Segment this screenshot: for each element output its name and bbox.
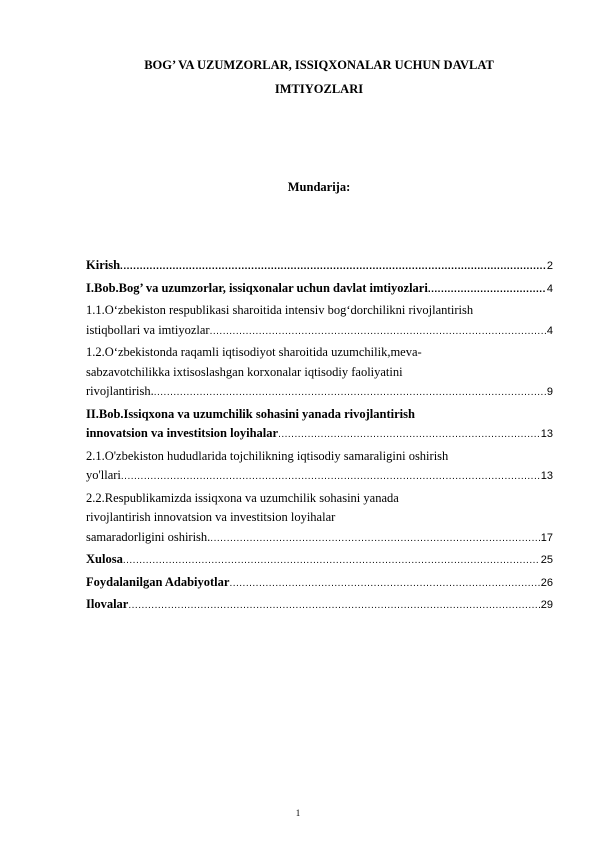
toc-entry-text: Kirish xyxy=(86,258,121,272)
toc-entry-text: Foydalanilgan Adabiyotlar xyxy=(86,574,230,589)
toc-page-number: 29 xyxy=(540,599,553,611)
dot-leader xyxy=(229,574,539,594)
document-title-line-2: IMTIYOZLARI xyxy=(274,82,364,96)
toc-entry-text: sabzavotchilikka ixtisoslashgan korxonalar iqtisodiy faoliyatini xyxy=(86,364,403,379)
toc-page-number: 26 xyxy=(540,576,553,589)
dot-leader xyxy=(210,322,546,342)
dot-leader xyxy=(128,596,539,616)
toc-entry-chapter-2[interactable] xyxy=(86,405,553,445)
toc-page-number: 4 xyxy=(546,324,553,337)
toc-entry-kirish[interactable] xyxy=(86,256,553,277)
toc-entry-section-1-1[interactable] xyxy=(86,301,553,341)
toc-entry-section-2-1[interactable] xyxy=(86,447,553,487)
dot-leader xyxy=(120,257,546,277)
toc-entry-ilovalar[interactable] xyxy=(86,595,553,616)
toc-entry-text: II.Bob.Issiqxona va uzumchilik sohasini yanada rivojlantirish xyxy=(86,406,415,421)
toc-entry-adabiyotlar[interactable] xyxy=(86,573,553,594)
toc-entry-section-2-2[interactable] xyxy=(86,489,553,549)
toc-entry-text: rivojlantirish. xyxy=(86,384,154,398)
toc-page-number: 9 xyxy=(546,386,553,398)
toc-entry-text: innovatsion va investitsion loyihalar xyxy=(86,426,279,440)
page-number: 1 xyxy=(295,808,301,818)
toc-entry-chapter-1[interactable] xyxy=(86,279,553,300)
toc-entry-text: rivojlantirish innovatsion va investitsion loyihalar xyxy=(86,510,336,524)
dot-leader xyxy=(210,529,539,549)
toc-page-number: 2 xyxy=(546,260,553,272)
dot-leader xyxy=(123,551,540,571)
dot-leader xyxy=(121,467,540,487)
toc-page-number: 13 xyxy=(540,470,553,482)
toc-entry-text: I.Bob.Bog’ va uzumzorlar, issiqxonalar uchun davlat imtiyozlari xyxy=(86,280,428,295)
toc-entry-text: Ilovalar xyxy=(86,597,129,611)
toc-entry-text: 1.2.O‘zbekistonda raqamli iqtisodiyot sharoitida uzumchilik,meva- xyxy=(86,345,422,359)
contents-heading: Mundarija: xyxy=(287,180,351,194)
toc-page-number: 4 xyxy=(546,282,553,295)
document-title-line-1: BOG’ VA UZUMZORLAR, ISSIQXONALAR UCHUN DAVLAT xyxy=(144,58,494,72)
toc-page-number: 17 xyxy=(540,531,553,544)
dot-leader xyxy=(428,280,546,300)
toc-entry-text: Xulosa xyxy=(86,552,123,566)
toc-entry-section-1-2[interactable] xyxy=(86,343,553,403)
dot-leader xyxy=(278,425,540,445)
toc-entry-xulosa[interactable] xyxy=(86,550,553,571)
toc-entry-text: 2.2.Respublikamizda issiqxona va uzumchilik sohasini yanada xyxy=(86,490,399,505)
toc-entry-text: yo'llari xyxy=(86,468,121,482)
table-of-contents xyxy=(86,256,553,618)
dot-leader xyxy=(154,383,546,403)
toc-entry-text: istiqbollari va imtiyozlar xyxy=(86,322,210,337)
toc-entry-text: 1.1.O‘zbekiston respublikasi sharoitida intensiv bog‘dorchilikni rivojlantirish xyxy=(86,303,474,317)
toc-page-number: 13 xyxy=(540,428,553,440)
toc-entry-text: 2.1.O'zbekiston hududlarida tojchilikning iqtisodiy samaraligini oshirish xyxy=(86,448,449,463)
toc-entry-text: samaradorligini oshirish. xyxy=(86,529,211,544)
toc-page-number: 25 xyxy=(540,554,553,566)
